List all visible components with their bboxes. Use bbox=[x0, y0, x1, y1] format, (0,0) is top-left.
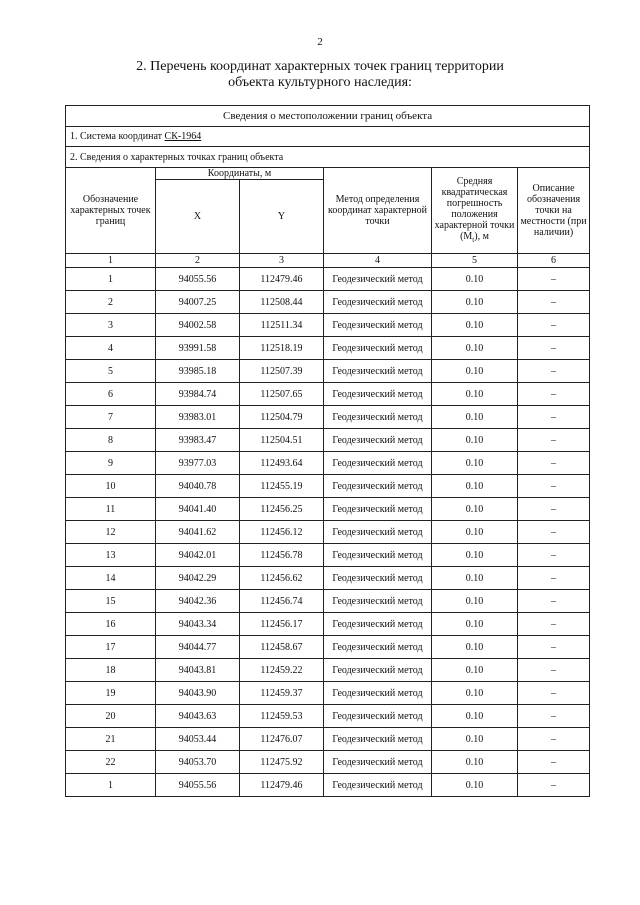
cell-x: 94042.36 bbox=[156, 590, 240, 613]
coordinate-system-label: 1. Система координат bbox=[70, 131, 163, 142]
cell-description: – bbox=[518, 774, 590, 797]
cell-x: 94055.56 bbox=[156, 268, 240, 291]
table-row bbox=[66, 406, 590, 429]
cell-y: 112493.64 bbox=[240, 452, 324, 475]
cell-description: – bbox=[518, 636, 590, 659]
page-number: 2 bbox=[317, 36, 323, 48]
table-row bbox=[66, 613, 590, 636]
cell-y: 112479.46 bbox=[240, 268, 324, 291]
cell-x: 94053.44 bbox=[156, 728, 240, 751]
cell-error: 0.10 bbox=[432, 728, 518, 751]
cell-x: 94041.40 bbox=[156, 498, 240, 521]
column-number: 5 bbox=[432, 254, 518, 268]
table-row bbox=[66, 544, 590, 567]
cell-error: 0.10 bbox=[432, 774, 518, 797]
column-number: 3 bbox=[240, 254, 324, 268]
cell-y: 112508.44 bbox=[240, 291, 324, 314]
cell-point: 17 bbox=[66, 636, 156, 659]
table-row bbox=[66, 682, 590, 705]
cell-y: 112459.53 bbox=[240, 705, 324, 728]
cell-x: 94044.77 bbox=[156, 636, 240, 659]
cell-x: 94043.34 bbox=[156, 613, 240, 636]
cell-point: 13 bbox=[66, 544, 156, 567]
cell-x: 94043.81 bbox=[156, 659, 240, 682]
cell-x: 94002.58 bbox=[156, 314, 240, 337]
cell-method: Геодезический метод bbox=[324, 521, 432, 544]
column-number: 4 bbox=[324, 254, 432, 268]
table-row bbox=[66, 360, 590, 383]
cell-y: 112476.07 bbox=[240, 728, 324, 751]
cell-method: Геодезический метод bbox=[324, 751, 432, 774]
table-row bbox=[66, 383, 590, 406]
cell-x: 93983.01 bbox=[156, 406, 240, 429]
cell-description: – bbox=[518, 705, 590, 728]
cell-error: 0.10 bbox=[432, 613, 518, 636]
cell-description: – bbox=[518, 291, 590, 314]
cell-description: – bbox=[518, 751, 590, 774]
cell-x: 93985.18 bbox=[156, 360, 240, 383]
cell-error: 0.10 bbox=[432, 268, 518, 291]
cell-point: 11 bbox=[66, 498, 156, 521]
cell-error: 0.10 bbox=[432, 406, 518, 429]
cell-point: 3 bbox=[66, 314, 156, 337]
cell-x: 94042.29 bbox=[156, 567, 240, 590]
header-error-prefix: Средняя квадратическая погрешность положения характерной точки (M bbox=[434, 175, 515, 242]
cell-point: 1 bbox=[66, 774, 156, 797]
cell-method: Геодезический метод bbox=[324, 291, 432, 314]
cell-point: 10 bbox=[66, 475, 156, 498]
cell-description: – bbox=[518, 498, 590, 521]
cell-y: 112456.17 bbox=[240, 613, 324, 636]
cell-method: Геодезический метод bbox=[324, 268, 432, 291]
cell-x: 93991.58 bbox=[156, 337, 240, 360]
table-row bbox=[66, 268, 590, 291]
cell-point: 19 bbox=[66, 682, 156, 705]
cell-y: 112507.65 bbox=[240, 383, 324, 406]
cell-x: 94042.01 bbox=[156, 544, 240, 567]
cell-error: 0.10 bbox=[432, 498, 518, 521]
cell-description: – bbox=[518, 659, 590, 682]
header-point-designation: Обозначение характерных точек границ bbox=[66, 168, 156, 254]
cell-error: 0.10 bbox=[432, 521, 518, 544]
cell-point: 16 bbox=[66, 613, 156, 636]
cell-x: 93983.47 bbox=[156, 429, 240, 452]
header-method: Метод определения координат характерной точки bbox=[324, 168, 432, 254]
table-row bbox=[66, 774, 590, 797]
cell-method: Геодезический метод bbox=[324, 705, 432, 728]
cell-description: – bbox=[518, 314, 590, 337]
column-number: 6 bbox=[518, 254, 590, 268]
table-row bbox=[66, 728, 590, 751]
cell-x: 93984.74 bbox=[156, 383, 240, 406]
cell-y: 112456.78 bbox=[240, 544, 324, 567]
cell-y: 112456.62 bbox=[240, 567, 324, 590]
cell-x: 94043.63 bbox=[156, 705, 240, 728]
cell-point: 6 bbox=[66, 383, 156, 406]
cell-error: 0.10 bbox=[432, 452, 518, 475]
cell-point: 2 bbox=[66, 291, 156, 314]
cell-error: 0.10 bbox=[432, 751, 518, 774]
cell-y: 112455.19 bbox=[240, 475, 324, 498]
cell-point: 12 bbox=[66, 521, 156, 544]
table-row bbox=[66, 567, 590, 590]
coordinate-system-value: СК-1964 bbox=[164, 131, 202, 142]
column-number: 2 bbox=[156, 254, 240, 268]
table-row bbox=[66, 521, 590, 544]
document-title-line-2: объекта культурного наследия: bbox=[228, 75, 412, 90]
cell-error: 0.10 bbox=[432, 337, 518, 360]
points-section-label: 2. Сведения о характерных точках границ объекта bbox=[66, 147, 590, 168]
cell-y: 112504.79 bbox=[240, 406, 324, 429]
table-row bbox=[66, 751, 590, 774]
cell-error: 0.10 bbox=[432, 705, 518, 728]
cell-error: 0.10 bbox=[432, 291, 518, 314]
cell-point: 18 bbox=[66, 659, 156, 682]
document-title bbox=[80, 59, 560, 91]
cell-x: 94043.90 bbox=[156, 682, 240, 705]
cell-point: 5 bbox=[66, 360, 156, 383]
cell-point: 20 bbox=[66, 705, 156, 728]
header-error-suffix: ), м bbox=[474, 230, 489, 242]
cell-error: 0.10 bbox=[432, 429, 518, 452]
table-row bbox=[66, 498, 590, 521]
cell-point: 4 bbox=[66, 337, 156, 360]
cell-y: 112479.46 bbox=[240, 774, 324, 797]
cell-method: Геодезический метод bbox=[324, 567, 432, 590]
header-y: Y bbox=[240, 180, 324, 254]
cell-description: – bbox=[518, 544, 590, 567]
cell-method: Геодезический метод bbox=[324, 590, 432, 613]
header-error-sub: t bbox=[472, 235, 475, 244]
cell-x: 94007.25 bbox=[156, 291, 240, 314]
cell-point: 9 bbox=[66, 452, 156, 475]
cell-error: 0.10 bbox=[432, 360, 518, 383]
cell-point: 7 bbox=[66, 406, 156, 429]
table-row bbox=[66, 291, 590, 314]
table-row bbox=[66, 314, 590, 337]
cell-description: – bbox=[518, 337, 590, 360]
cell-point: 14 bbox=[66, 567, 156, 590]
coordinates-table bbox=[65, 105, 590, 797]
cell-method: Геодезический метод bbox=[324, 475, 432, 498]
cell-method: Геодезический метод bbox=[324, 544, 432, 567]
header-coordinates: Координаты, м bbox=[156, 168, 324, 180]
cell-y: 112456.25 bbox=[240, 498, 324, 521]
cell-method: Геодезический метод bbox=[324, 636, 432, 659]
cell-x: 94040.78 bbox=[156, 475, 240, 498]
cell-point: 22 bbox=[66, 751, 156, 774]
header-error bbox=[432, 168, 518, 254]
cell-description: – bbox=[518, 475, 590, 498]
cell-description: – bbox=[518, 613, 590, 636]
cell-error: 0.10 bbox=[432, 475, 518, 498]
cell-description: – bbox=[518, 567, 590, 590]
cell-method: Геодезический метод bbox=[324, 452, 432, 475]
cell-point: 15 bbox=[66, 590, 156, 613]
cell-method: Геодезический метод bbox=[324, 659, 432, 682]
cell-method: Геодезический метод bbox=[324, 429, 432, 452]
cell-y: 112456.12 bbox=[240, 521, 324, 544]
header-description: Описание обозначения точки на местности (при наличии) bbox=[518, 168, 590, 254]
cell-x: 94041.62 bbox=[156, 521, 240, 544]
cell-y: 112504.51 bbox=[240, 429, 324, 452]
cell-description: – bbox=[518, 406, 590, 429]
section-title: Сведения о местоположении границ объекта bbox=[66, 106, 590, 127]
cell-description: – bbox=[518, 429, 590, 452]
table-row bbox=[66, 475, 590, 498]
table-row bbox=[66, 590, 590, 613]
cell-description: – bbox=[518, 452, 590, 475]
cell-point: 8 bbox=[66, 429, 156, 452]
cell-error: 0.10 bbox=[432, 636, 518, 659]
cell-description: – bbox=[518, 728, 590, 751]
cell-description: – bbox=[518, 268, 590, 291]
cell-description: – bbox=[518, 383, 590, 406]
table-row bbox=[66, 452, 590, 475]
cell-description: – bbox=[518, 360, 590, 383]
cell-y: 112459.37 bbox=[240, 682, 324, 705]
cell-description: – bbox=[518, 521, 590, 544]
table-row bbox=[66, 337, 590, 360]
cell-error: 0.10 bbox=[432, 590, 518, 613]
cell-point: 1 bbox=[66, 268, 156, 291]
cell-error: 0.10 bbox=[432, 544, 518, 567]
cell-description: – bbox=[518, 682, 590, 705]
cell-method: Геодезический метод bbox=[324, 498, 432, 521]
cell-y: 112475.92 bbox=[240, 751, 324, 774]
document-title-line-1: 2. Перечень координат характерных точек границ территории bbox=[136, 59, 504, 74]
cell-error: 0.10 bbox=[432, 383, 518, 406]
table-row bbox=[66, 659, 590, 682]
cell-method: Геодезический метод bbox=[324, 406, 432, 429]
cell-y: 112511.34 bbox=[240, 314, 324, 337]
header-x: X bbox=[156, 180, 240, 254]
cell-method: Геодезический метод bbox=[324, 774, 432, 797]
cell-x: 94055.56 bbox=[156, 774, 240, 797]
cell-y: 112518.19 bbox=[240, 337, 324, 360]
cell-method: Геодезический метод bbox=[324, 383, 432, 406]
table-row bbox=[66, 705, 590, 728]
cell-y: 112459.22 bbox=[240, 659, 324, 682]
cell-method: Геодезический метод bbox=[324, 314, 432, 337]
cell-method: Геодезический метод bbox=[324, 613, 432, 636]
cell-y: 112458.67 bbox=[240, 636, 324, 659]
cell-error: 0.10 bbox=[432, 682, 518, 705]
cell-error: 0.10 bbox=[432, 567, 518, 590]
cell-point: 21 bbox=[66, 728, 156, 751]
table-row bbox=[66, 636, 590, 659]
cell-method: Геодезический метод bbox=[324, 682, 432, 705]
cell-error: 0.10 bbox=[432, 659, 518, 682]
cell-error: 0.10 bbox=[432, 314, 518, 337]
table-row bbox=[66, 429, 590, 452]
coordinate-system-row bbox=[66, 127, 590, 147]
cell-method: Геодезический метод bbox=[324, 360, 432, 383]
cell-x: 94053.70 bbox=[156, 751, 240, 774]
cell-y: 112456.74 bbox=[240, 590, 324, 613]
cell-method: Геодезический метод bbox=[324, 337, 432, 360]
column-number: 1 bbox=[66, 254, 156, 268]
cell-x: 93977.03 bbox=[156, 452, 240, 475]
cell-y: 112507.39 bbox=[240, 360, 324, 383]
cell-method: Геодезический метод bbox=[324, 728, 432, 751]
cell-description: – bbox=[518, 590, 590, 613]
